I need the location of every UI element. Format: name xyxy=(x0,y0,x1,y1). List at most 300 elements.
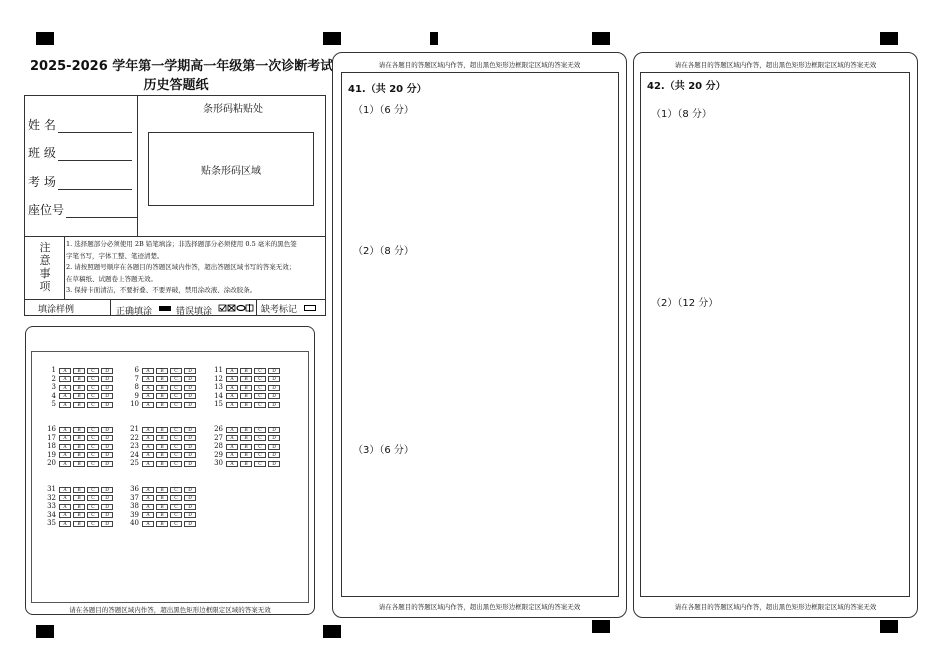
seat-label: 座位号 xyxy=(28,203,65,217)
registration-mark xyxy=(430,32,438,45)
answer-bubble[interactable]: C xyxy=(170,444,182,450)
question-number: 14 xyxy=(214,391,223,400)
answer-bubble[interactable]: B xyxy=(73,368,85,374)
answer-bubble[interactable]: D xyxy=(101,487,113,493)
answer-bubble[interactable]: C xyxy=(87,368,99,374)
answer-bubble[interactable]: D xyxy=(101,393,113,399)
answer-bubble[interactable]: B xyxy=(156,385,168,391)
answer-bubble[interactable]: D xyxy=(184,521,196,527)
answer-bubble[interactable]: A xyxy=(226,393,238,399)
question-number: 8 xyxy=(134,383,139,391)
registration-mark xyxy=(36,625,54,638)
question-choice-row xyxy=(128,376,198,383)
answer-bubble[interactable]: D xyxy=(268,385,280,391)
q41-answer-area[interactable] xyxy=(341,72,619,597)
answer-bubble[interactable]: B xyxy=(156,495,168,501)
q41-title: 41.（共 20 分） xyxy=(348,84,427,95)
answer-bubble[interactable]: A xyxy=(226,427,238,433)
answer-bubble[interactable]: C xyxy=(170,376,182,382)
answer-bubble[interactable]: A xyxy=(142,435,154,441)
notice-line: 3. 保持卡面清洁，不要折叠、不要弄破，禁用涂改液、涂改胶条。 xyxy=(66,286,257,294)
answer-bubble[interactable]: A xyxy=(226,376,238,382)
question-choice-row xyxy=(128,503,198,510)
answer-bubble[interactable]: B xyxy=(240,427,252,433)
answer-bubble[interactable]: B xyxy=(156,521,168,527)
question-number: 31 xyxy=(47,485,56,493)
answer-bubble[interactable]: D xyxy=(101,385,113,391)
answer-bubble[interactable]: D xyxy=(184,435,196,441)
answer-bubble[interactable]: D xyxy=(184,393,196,399)
answer-bubble[interactable]: B xyxy=(240,393,252,399)
answer-bubble[interactable]: D xyxy=(101,504,113,510)
question-number: 12 xyxy=(214,374,223,383)
answer-bubble[interactable]: D xyxy=(184,487,196,493)
question-choice-row xyxy=(128,435,198,442)
question-number: 17 xyxy=(47,433,56,442)
answer-bubble[interactable]: C xyxy=(254,452,266,458)
answer-bubble[interactable]: B xyxy=(73,376,85,382)
answer-bubble[interactable]: A xyxy=(226,385,238,391)
answer-bubble[interactable]: D xyxy=(268,427,280,433)
question-choice-row xyxy=(128,367,198,374)
answer-bubble[interactable]: D xyxy=(101,435,113,441)
answer-bubble[interactable]: D xyxy=(101,444,113,450)
answer-bubble[interactable]: D xyxy=(184,427,196,433)
answer-bubble[interactable]: A xyxy=(142,495,154,501)
answer-bubble[interactable]: A xyxy=(59,452,71,458)
question-number: 33 xyxy=(47,502,56,510)
barcode-area xyxy=(148,132,314,206)
question-choice-row xyxy=(212,435,282,442)
question-number: 15 xyxy=(214,400,223,408)
answer-bubble[interactable]: C xyxy=(170,402,182,408)
answer-bubble[interactable]: C xyxy=(87,385,99,391)
answer-bubble[interactable]: A xyxy=(142,444,154,450)
q42-title: 42.（共 20 分） xyxy=(647,81,726,92)
answer-bubble[interactable]: B xyxy=(73,495,85,501)
question-choice-row xyxy=(128,486,198,493)
answer-bubble[interactable]: A xyxy=(59,461,71,467)
question-number: 26 xyxy=(214,425,223,433)
exam-title: 2025-2026 学年第一学期高一年级第一次诊断考试 xyxy=(30,59,334,74)
answer-bubble[interactable]: B xyxy=(240,461,252,467)
question-choice-row xyxy=(45,401,115,408)
answer-bubble[interactable]: D xyxy=(184,461,196,467)
answer-bubble[interactable]: D xyxy=(101,452,113,458)
answer-bubble[interactable]: C xyxy=(170,368,182,374)
question-choice-row xyxy=(128,401,198,408)
question-number: 9 xyxy=(134,391,139,400)
answer-bubble[interactable]: B xyxy=(156,427,168,433)
answer-bubble[interactable]: C xyxy=(170,512,182,518)
answer-area-note: 请在各题目的答题区域内作答，超出黑色矩形边框限定区域的答案无效 xyxy=(674,61,877,69)
answer-bubble[interactable]: D xyxy=(101,495,113,501)
question-number: 27 xyxy=(214,433,223,442)
correct-fill-icon xyxy=(159,306,171,311)
answer-bubble[interactable]: B xyxy=(156,402,168,408)
answer-bubble[interactable]: A xyxy=(142,487,154,493)
question-choice-row xyxy=(212,367,282,374)
question-number: 24 xyxy=(130,450,139,459)
answer-bubble[interactable]: D xyxy=(184,385,196,391)
answer-bubble[interactable]: C xyxy=(87,495,99,501)
notice-heading-char: 意 xyxy=(39,254,51,267)
answer-bubble[interactable]: D xyxy=(184,452,196,458)
notice-heading-char: 注 xyxy=(39,241,51,254)
question-choice-row xyxy=(128,443,198,450)
answer-area-note: 请在各题目的答题区域内作答，超出黑色矩形边框限定区域的答案无效 xyxy=(674,603,877,611)
answer-bubble[interactable]: C xyxy=(170,495,182,501)
answer-bubble[interactable]: C xyxy=(254,385,266,391)
divider xyxy=(110,300,111,316)
answer-bubble[interactable]: A xyxy=(226,461,238,467)
answer-bubble[interactable]: A xyxy=(142,427,154,433)
registration-mark xyxy=(592,620,610,633)
answer-bubble[interactable]: A xyxy=(59,495,71,501)
answer-bubble[interactable]: B xyxy=(73,444,85,450)
question-number: 34 xyxy=(47,510,56,519)
answer-bubble[interactable]: A xyxy=(142,521,154,527)
registration-mark xyxy=(592,32,610,45)
question-choice-row xyxy=(128,495,198,502)
class-label: 班 级 xyxy=(28,146,56,160)
answer-bubble[interactable]: A xyxy=(142,393,154,399)
answer-bubble[interactable]: D xyxy=(184,402,196,408)
answer-bubble[interactable]: B xyxy=(73,461,85,467)
answer-area-note: 请在各题目的答题区域内作答，超出黑色矩形边框限定区域的答案无效 xyxy=(378,603,581,611)
question-choice-row xyxy=(212,460,282,467)
question-choice-row xyxy=(212,452,282,459)
answer-bubble[interactable]: C xyxy=(170,452,182,458)
question-number: 19 xyxy=(47,450,56,459)
answer-bubble[interactable]: B xyxy=(73,385,85,391)
notice-line: 字笔书写，字体工整、笔迹清楚。 xyxy=(66,251,164,260)
answer-bubble[interactable]: B xyxy=(240,444,252,450)
answer-bubble[interactable]: A xyxy=(226,444,238,450)
question-number: 32 xyxy=(47,493,56,502)
answer-bubble[interactable]: D xyxy=(101,402,113,408)
answer-bubble[interactable]: C xyxy=(87,427,99,433)
class-line[interactable] xyxy=(58,148,132,161)
answer-bubble[interactable]: C xyxy=(170,435,182,441)
question-number: 40 xyxy=(130,519,139,527)
absent-mark-box[interactable] xyxy=(304,305,316,311)
question-number: 37 xyxy=(130,493,139,502)
answer-bubble[interactable]: A xyxy=(59,402,71,408)
notice-heading xyxy=(28,241,62,293)
answer-bubble[interactable]: D xyxy=(101,368,113,374)
question-choice-row xyxy=(212,393,282,400)
answer-bubble[interactable]: A xyxy=(59,385,71,391)
notice-line: 2. 请按照题号顺序在各题目的答题区域内作答，超出答题区域书写的答案无效； xyxy=(66,263,296,271)
answer-bubble[interactable]: A xyxy=(142,512,154,518)
wrong-fill-label: 错误填涂 xyxy=(176,307,213,317)
answer-bubble[interactable]: A xyxy=(226,435,238,441)
answer-bubble[interactable]: D xyxy=(184,504,196,510)
answer-bubble[interactable]: C xyxy=(87,376,99,382)
answer-bubble[interactable]: A xyxy=(59,376,71,382)
answer-bubble[interactable]: B xyxy=(156,444,168,450)
answer-bubble[interactable]: A xyxy=(59,427,71,433)
answer-bubble[interactable]: D xyxy=(268,402,280,408)
answer-bubble[interactable]: C xyxy=(87,402,99,408)
registration-mark xyxy=(36,32,54,45)
registration-mark xyxy=(323,32,341,45)
answer-bubble[interactable]: D xyxy=(101,521,113,527)
answer-bubble[interactable]: A xyxy=(59,368,71,374)
question-number: 13 xyxy=(214,383,223,391)
name-line[interactable] xyxy=(58,120,132,133)
answer-bubble[interactable]: C xyxy=(87,512,99,518)
question-choice-row xyxy=(45,384,115,391)
registration-mark xyxy=(880,620,898,633)
q41-part-1: （1）（6 分） xyxy=(353,105,414,116)
answer-bubble[interactable]: A xyxy=(59,512,71,518)
barcode-label: 条形码粘贴处 xyxy=(203,104,263,115)
question-number: 21 xyxy=(130,425,139,433)
answer-bubble[interactable]: A xyxy=(226,402,238,408)
answer-bubble[interactable]: D xyxy=(268,435,280,441)
answer-bubble[interactable]: C xyxy=(87,393,99,399)
question-choice-row xyxy=(45,426,115,433)
question-choice-row xyxy=(128,512,198,519)
answer-bubble[interactable]: D xyxy=(184,368,196,374)
question-choice-row xyxy=(128,460,198,467)
question-choice-row xyxy=(45,452,115,459)
answer-bubble[interactable]: A xyxy=(142,452,154,458)
answer-bubble[interactable]: A xyxy=(142,368,154,374)
registration-mark xyxy=(880,32,898,45)
answer-bubble[interactable]: D xyxy=(184,376,196,382)
answer-bubble[interactable]: A xyxy=(142,461,154,467)
answer-area-note: 请在各题目的答题区域内作答，超出黑色矩形边框限定区域的答案无效 xyxy=(69,606,271,614)
answer-bubble[interactable]: A xyxy=(142,385,154,391)
question-number: 28 xyxy=(214,442,223,450)
room-label: 考 场 xyxy=(28,175,56,189)
question-choice-row xyxy=(45,486,115,493)
answer-bubble[interactable]: B xyxy=(240,368,252,374)
answer-bubble[interactable]: C xyxy=(87,461,99,467)
answer-bubble[interactable]: B xyxy=(73,402,85,408)
question-choice-row xyxy=(45,443,115,450)
question-choice-row xyxy=(128,393,198,400)
question-number: 25 xyxy=(130,459,139,467)
answer-bubble[interactable]: C xyxy=(254,376,266,382)
answer-bubble[interactable]: A xyxy=(59,435,71,441)
answer-bubble[interactable]: D xyxy=(101,427,113,433)
divider xyxy=(64,237,65,300)
barcode-area-label: 贴条形码区域 xyxy=(201,165,261,177)
answer-bubble[interactable]: B xyxy=(156,435,168,441)
question-choice-row xyxy=(128,384,198,391)
question-number: 3 xyxy=(51,383,56,391)
answer-bubble[interactable]: B xyxy=(73,487,85,493)
question-number: 2 xyxy=(51,374,56,383)
answer-bubble[interactable]: C xyxy=(254,427,266,433)
answer-bubble[interactable]: B xyxy=(156,393,168,399)
seat-field[interactable] xyxy=(28,201,138,218)
name-field[interactable] xyxy=(28,116,132,133)
answer-bubble[interactable]: C xyxy=(170,385,182,391)
answer-bubble[interactable]: B xyxy=(73,393,85,399)
room-line[interactable] xyxy=(58,177,132,190)
answer-bubble[interactable]: C xyxy=(254,444,266,450)
class-field[interactable] xyxy=(28,144,132,161)
answer-bubble[interactable]: B xyxy=(73,504,85,510)
answer-bubble[interactable]: B xyxy=(240,402,252,408)
answer-bubble[interactable]: D xyxy=(101,376,113,382)
answer-bubble[interactable]: C xyxy=(254,461,266,467)
wrong-fill-icons xyxy=(218,303,254,313)
answer-bubble[interactable]: D xyxy=(268,461,280,467)
answer-bubble[interactable]: D xyxy=(268,368,280,374)
answer-bubble[interactable]: A xyxy=(226,368,238,374)
question-number: 10 xyxy=(130,400,139,408)
answer-bubble[interactable]: C xyxy=(254,368,266,374)
notice-text xyxy=(66,239,324,297)
answer-bubble[interactable]: A xyxy=(59,487,71,493)
name-label: 姓 名 xyxy=(28,118,56,132)
q42-part-1: （1）（8 分） xyxy=(651,109,712,120)
answer-bubble[interactable]: D xyxy=(101,461,113,467)
question-number: 22 xyxy=(130,433,139,442)
notice-line: 在草稿纸、试题卷上答题无效。 xyxy=(66,274,157,283)
question-choice-row xyxy=(128,452,198,459)
question-number: 39 xyxy=(130,510,139,519)
answer-bubble[interactable]: A xyxy=(59,504,71,510)
question-number: 6 xyxy=(134,366,139,374)
q42-part-2: （2）（12 分） xyxy=(651,298,719,309)
question-choice-row xyxy=(45,367,115,374)
answer-bubble[interactable]: C xyxy=(170,461,182,467)
answer-bubble[interactable]: B xyxy=(156,376,168,382)
answer-bubble[interactable]: A xyxy=(59,393,71,399)
answer-bubble[interactable]: B xyxy=(73,452,85,458)
question-choice-row xyxy=(212,376,282,383)
notice-line: 1. 选择题部分必须使用 2B 铅笔填涂；非选择题部分必须使用 0.5 毫米的黑色签 xyxy=(66,240,297,248)
answer-bubble[interactable]: B xyxy=(240,435,252,441)
answer-bubble[interactable]: B xyxy=(156,504,168,510)
sheet-title: 历史答题纸 xyxy=(143,78,209,93)
answer-bubble[interactable]: D xyxy=(184,495,196,501)
question-choice-row xyxy=(212,443,282,450)
answer-bubble[interactable]: D xyxy=(268,393,280,399)
question-number: 38 xyxy=(130,502,139,510)
question-choice-row xyxy=(212,426,282,433)
answer-bubble[interactable]: B xyxy=(156,461,168,467)
answer-bubble[interactable]: B xyxy=(156,487,168,493)
answer-bubble[interactable]: C xyxy=(87,452,99,458)
question-choice-row xyxy=(45,435,115,442)
sample-label: 填涂样例 xyxy=(38,305,75,315)
answer-bubble[interactable]: C xyxy=(87,444,99,450)
question-number: 29 xyxy=(214,450,223,459)
answer-bubble[interactable]: B xyxy=(240,385,252,391)
question-number: 23 xyxy=(130,442,139,450)
question-choice-row xyxy=(45,376,115,383)
answer-bubble[interactable]: A xyxy=(142,376,154,382)
question-number: 18 xyxy=(47,442,56,450)
answer-bubble[interactable]: B xyxy=(156,368,168,374)
answer-bubble[interactable]: C xyxy=(254,402,266,408)
notice-heading-char: 事 xyxy=(39,267,51,280)
answer-bubble[interactable]: C xyxy=(87,521,99,527)
answer-bubble[interactable]: B xyxy=(73,427,85,433)
question-choice-row xyxy=(45,393,115,400)
answer-bubble[interactable]: D xyxy=(184,444,196,450)
answer-bubble[interactable]: B xyxy=(240,376,252,382)
divider xyxy=(256,300,257,316)
question-number: 16 xyxy=(47,425,56,433)
question-choice-row xyxy=(128,520,198,527)
answer-bubble[interactable]: D xyxy=(268,452,280,458)
answer-bubble[interactable]: C xyxy=(170,521,182,527)
question-number: 35 xyxy=(47,519,56,527)
question-choice-row xyxy=(212,401,282,408)
question-number: 30 xyxy=(214,459,223,467)
answer-bubble[interactable]: D xyxy=(184,512,196,518)
answer-bubble[interactable]: D xyxy=(268,444,280,450)
answer-bubble[interactable]: D xyxy=(101,512,113,518)
q41-part-2: （2）（8 分） xyxy=(353,246,414,257)
answer-bubble[interactable]: B xyxy=(73,512,85,518)
answer-bubble[interactable]: A xyxy=(59,444,71,450)
q41-part-3: （3）（6 分） xyxy=(353,445,414,456)
question-choice-row xyxy=(45,512,115,519)
answer-bubble[interactable]: C xyxy=(170,504,182,510)
question-number: 7 xyxy=(134,374,139,383)
answer-bubble[interactable]: C xyxy=(170,427,182,433)
answer-bubble[interactable]: C xyxy=(87,487,99,493)
answer-bubble[interactable]: C xyxy=(254,435,266,441)
answer-bubble[interactable]: A xyxy=(142,504,154,510)
question-choice-row xyxy=(45,495,115,502)
room-field[interactable] xyxy=(28,173,132,190)
answer-area-note: 请在各题目的答题区域内作答，超出黑色矩形边框限定区域的答案无效 xyxy=(378,61,581,69)
answer-bubble[interactable]: B xyxy=(73,435,85,441)
question-number: 36 xyxy=(130,485,139,493)
question-choice-row xyxy=(128,426,198,433)
question-number: 5 xyxy=(51,400,56,408)
answer-bubble[interactable]: C xyxy=(170,487,182,493)
question-number: 11 xyxy=(214,366,223,374)
question-number: 20 xyxy=(47,459,56,467)
answer-bubble[interactable]: A xyxy=(59,521,71,527)
answer-bubble[interactable]: B xyxy=(240,452,252,458)
answer-bubble[interactable]: A xyxy=(226,452,238,458)
q42-answer-area[interactable] xyxy=(640,72,910,597)
seat-line[interactable] xyxy=(66,205,138,218)
registration-mark xyxy=(323,625,341,638)
answer-bubble[interactable]: B xyxy=(156,452,168,458)
correct-fill-label: 正确填涂 xyxy=(116,307,153,317)
notice-heading-char: 项 xyxy=(39,280,51,293)
answer-bubble[interactable]: A xyxy=(142,402,154,408)
answer-bubble[interactable]: C xyxy=(87,504,99,510)
answer-bubble[interactable]: C xyxy=(170,393,182,399)
question-choice-row xyxy=(45,520,115,527)
answer-bubble[interactable]: B xyxy=(73,521,85,527)
question-choice-row xyxy=(212,384,282,391)
question-number: 1 xyxy=(51,366,56,374)
question-number: 4 xyxy=(51,391,56,400)
answer-bubble[interactable]: D xyxy=(268,376,280,382)
absent-mark-label: 缺考标记 xyxy=(261,305,298,315)
answer-bubble[interactable]: C xyxy=(87,435,99,441)
question-choice-row xyxy=(45,503,115,510)
answer-bubble[interactable]: C xyxy=(254,393,266,399)
answer-bubble[interactable]: B xyxy=(156,512,168,518)
